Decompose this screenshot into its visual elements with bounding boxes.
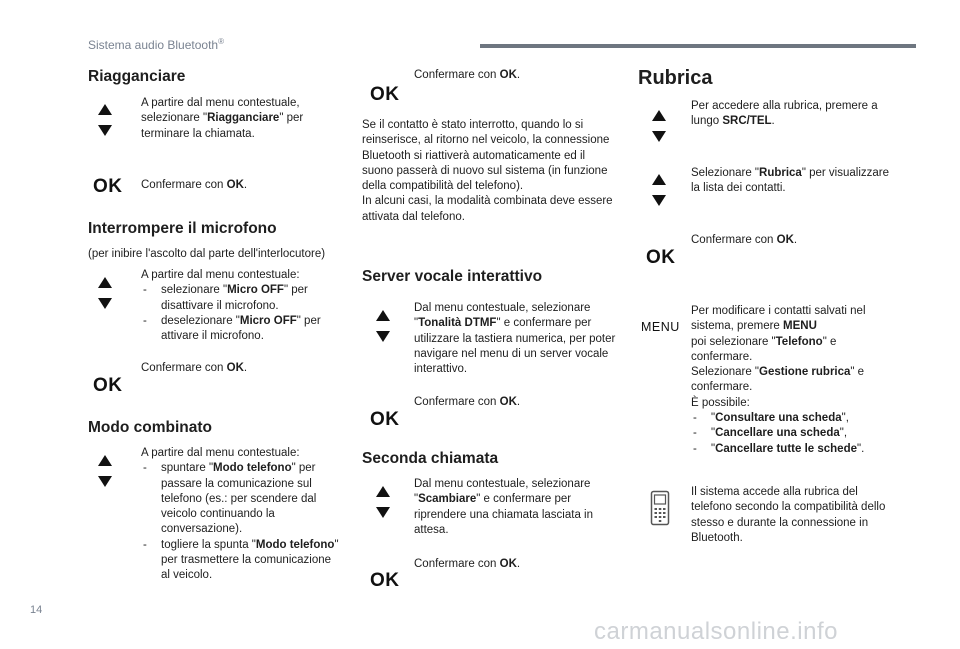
watermark: carmanualsonline.info xyxy=(594,618,838,645)
ok-button-icon: OK xyxy=(646,247,676,268)
up-down-arrows-icon xyxy=(96,277,114,309)
ok-button-icon: OK xyxy=(93,375,123,396)
header-bar xyxy=(480,44,916,48)
up-down-arrows-icon xyxy=(374,486,392,518)
heading-modo-combinato: Modo combinato xyxy=(88,419,212,436)
list-item: - "Consultare una scheda", xyxy=(691,411,891,426)
col2-top-confirm: Confermare con OK. xyxy=(414,69,521,81)
seconda-step1: Dal menu contestuale, selezionare "Scambiare" e confermare per riprendere una chiamata lasciata in attesa. xyxy=(414,478,593,536)
list-item: - spuntare "Modo telefono" per passare la comunicazione sul telefono (es.: per scendere dal veicolo continuando la conversazione). xyxy=(141,461,341,537)
list-item: - togliere la spunta "Modo telefono" per trasmettere la comunicazione al veicolo. xyxy=(141,538,341,584)
up-down-arrows-icon xyxy=(96,104,114,136)
ok-button-icon: OK xyxy=(370,84,400,105)
list-item: - deselezionare "Micro OFF" per attivare il microfono. xyxy=(141,314,341,345)
combined-mode-paragraph: In alcuni casi, la modalità combinata deve essere attivata dal telefono. xyxy=(362,195,613,223)
seconda-step2: Confermare con OK. xyxy=(414,558,521,570)
rubrica-step1: Per accedere alla rubrica, premere a lungo SRC/TEL. xyxy=(691,100,878,128)
heading-rubrica: Rubrica xyxy=(638,67,713,89)
microfono-confirm: Confermare con OK. xyxy=(141,362,248,374)
menu-button-icon: MENU xyxy=(641,320,680,334)
rubrica-options-list xyxy=(691,411,891,457)
col2-paragraphs xyxy=(362,118,614,225)
microfono-list xyxy=(141,283,341,344)
combinato-list xyxy=(141,461,341,583)
reconnect-paragraph: Se il contatto è stato interrotto, quando lo si reinserisce, al ritorno nel veicolo, la connessione Bluetooth si riattiverà automaticamente ed il suono passerà di nuovo sul sistema (in funzione della compatibilità del telefono). xyxy=(362,119,610,193)
heading-seconda-chiamata: Seconda chiamata xyxy=(362,450,499,467)
ok-button-icon: OK xyxy=(93,176,123,197)
page-number: 14 xyxy=(30,604,43,616)
list-item: - selezionare "Micro OFF" per disattivare il microfono. xyxy=(141,283,341,314)
heading-server-vocale: Server vocale interattivo xyxy=(362,268,543,285)
riagganciare-step2: Confermare con OK. xyxy=(141,179,248,191)
rubrica-step5: Il sistema accede alla rubrica del telefono secondo la compatibilità dello stesso e durante la connessione in Bluetooth. xyxy=(691,486,886,544)
combinato-instructions: A partire dal menu contestuale: - spuntare "Modo telefono" per passare la comunicazione sul telefono (es.: per scendere dal veicolo continuando la conversazione). - togliere la spunta "Modo telefono" per trasmettere la comunicazione al veicolo. xyxy=(141,446,341,584)
phone-icon xyxy=(650,490,670,531)
list-item: - "Cancellare una scheda", xyxy=(691,426,891,441)
up-down-arrows-icon xyxy=(374,310,392,342)
riagganciare-step1: A partire dal menu contestuale, selezionare "Riagganciare" per terminare la chiamata. xyxy=(141,97,304,140)
microfono-instructions: A partire dal menu contestuale: - selezionare "Micro OFF" per disattivare il microfono. - deselezionare "Micro OFF" per attivare il microfono. xyxy=(141,268,341,344)
microfono-note: (per inibire l'ascolto dal parte dell'interlocutore) xyxy=(88,248,326,260)
header-title: Sistema audio Bluetooth® xyxy=(88,37,224,52)
rubrica-step3: Confermare con OK. xyxy=(691,234,798,246)
ok-button-icon: OK xyxy=(370,409,400,430)
heading-interrompere-microfono: Interrompere il microfono xyxy=(88,220,277,237)
up-down-arrows-icon xyxy=(96,455,114,487)
list-item: - "Cancellare tutte le schede". xyxy=(691,442,891,457)
ok-button-icon: OK xyxy=(370,570,400,591)
server-step2: Confermare con OK. xyxy=(414,396,521,408)
heading-riagganciare: Riagganciare xyxy=(88,68,186,85)
rubrica-step2: Selezionare "Rubrica" per visualizzare la lista dei contatti. xyxy=(691,167,890,195)
server-step1: Dal menu contestuale, selezionare "Tonalità DTMF" e confermare per utilizzare la tastiera numerica, per poter navigare nel menu di un server vocale interattivo. xyxy=(414,302,616,376)
rubrica-step4: Per modificare i contatti salvati nel sistema, premere MENU poi selezionare "Telefono" e confermare. Selezionare "Gestione rubrica" e confermare. È possibile: - "Consultare una scheda", - "Cancellare una scheda", - "Cancellare tutte le schede". xyxy=(691,304,891,457)
up-down-arrows-icon xyxy=(650,110,668,142)
up-down-arrows-icon xyxy=(650,174,668,206)
